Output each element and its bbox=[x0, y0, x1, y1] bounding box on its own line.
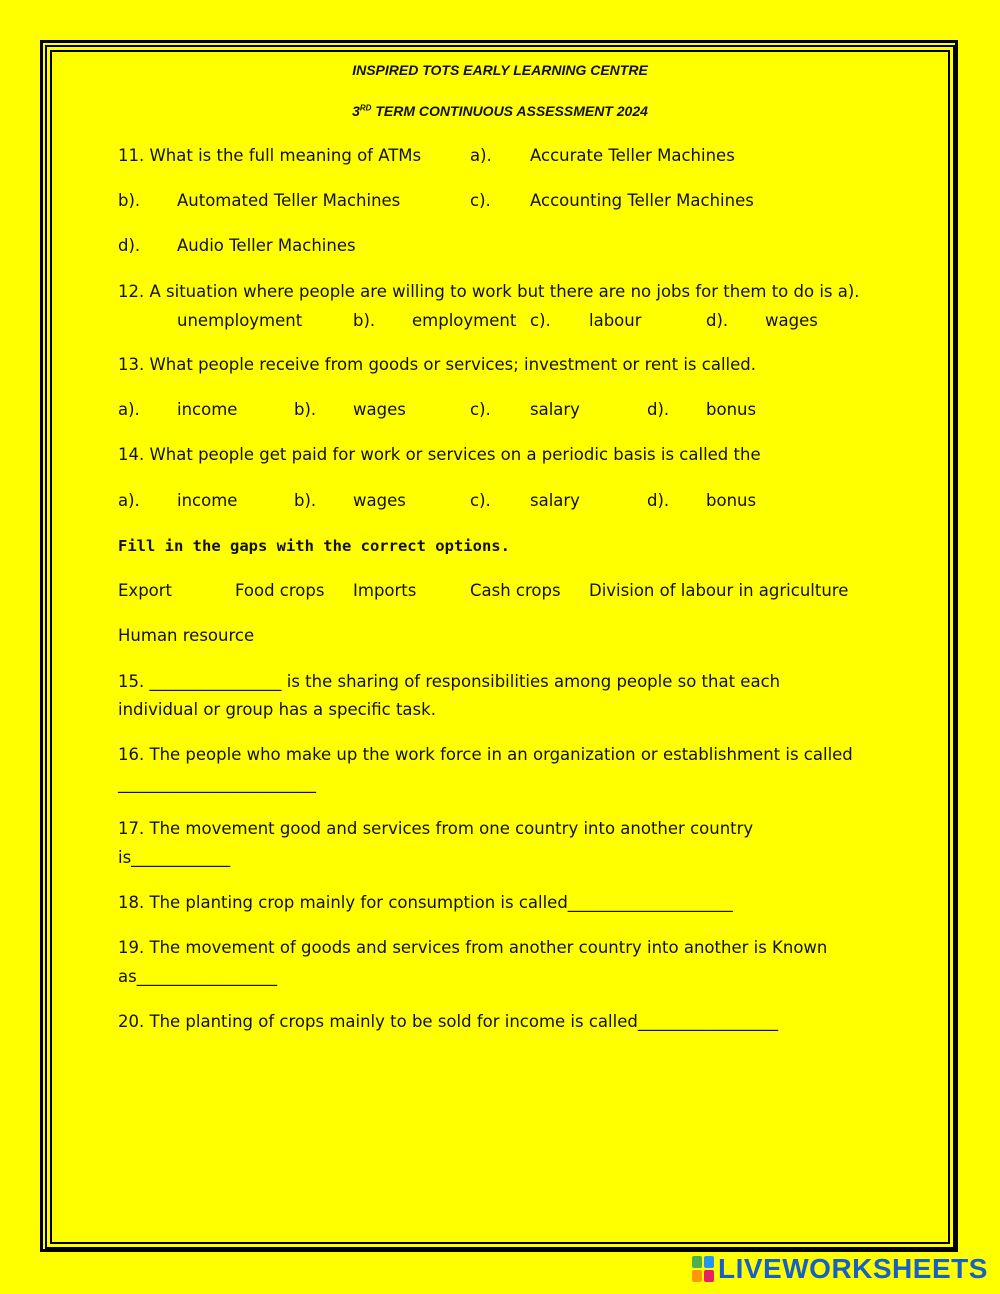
q14-option-c-label: c). bbox=[470, 491, 491, 510]
q14-option-b[interactable]: wages bbox=[353, 491, 406, 510]
q13-option-b-label: b). bbox=[294, 400, 317, 419]
q13-option-c[interactable]: salary bbox=[530, 400, 580, 419]
question-18[interactable]: 18. The planting crop mainly for consumption is called____________________ bbox=[118, 893, 733, 912]
q12-option-c-label: c). bbox=[530, 311, 551, 330]
question-15-line1: 15. ________________ is the sharing of responsibilities among people so that each bbox=[118, 672, 781, 691]
q13-option-d-label: d). bbox=[647, 400, 670, 419]
q11-option-a[interactable]: Accurate Teller Machines bbox=[530, 146, 735, 165]
q11-option-b-label: b). bbox=[118, 191, 141, 210]
question-12: 12. A situation where people are willing to work but there are no jobs for them to do is a). bbox=[118, 282, 860, 301]
fill-instruction: Fill in the gaps with the correct options. bbox=[118, 537, 510, 555]
q11-option-b[interactable]: Automated Teller Machines bbox=[177, 191, 401, 210]
q14-option-b-label: b). bbox=[294, 491, 317, 510]
q11-option-c[interactable]: Accounting Teller Machines bbox=[530, 191, 754, 210]
option-cash-crops[interactable]: Cash crops bbox=[470, 581, 561, 600]
q13-option-a[interactable]: income bbox=[177, 400, 238, 419]
q13-option-a-label: a). bbox=[118, 400, 140, 419]
q13-option-d[interactable]: bonus bbox=[706, 400, 757, 419]
q11-option-d[interactable]: Audio Teller Machines bbox=[177, 236, 356, 255]
question-13: 13. What people receive from goods or services; investment or rent is called. bbox=[118, 355, 756, 374]
q11-option-c-label: c). bbox=[470, 191, 491, 210]
q14-option-d[interactable]: bonus bbox=[706, 491, 757, 510]
assessment-title: 3RD TERM CONTINUOUS ASSESSMENT 2024 bbox=[352, 103, 648, 119]
liveworksheets-text: LIVEWORKSHEETS bbox=[718, 1253, 988, 1284]
question-20[interactable]: 20. The planting of crops mainly to be sold for income is called_________________ bbox=[118, 1012, 779, 1031]
option-food-crops[interactable]: Food crops bbox=[235, 581, 325, 600]
question-17-line2[interactable]: is____________ bbox=[118, 848, 231, 867]
q14-option-c[interactable]: salary bbox=[530, 491, 580, 510]
q12-option-b[interactable]: employment bbox=[412, 311, 517, 330]
question-11: 11. What is the full meaning of ATMs bbox=[118, 146, 422, 165]
liveworksheets-logo bbox=[692, 1254, 988, 1284]
option-human-resource[interactable]: Human resource bbox=[118, 626, 255, 645]
question-16-line1: 16. The people who make up the work force in an organization or establishment is called bbox=[118, 745, 853, 764]
q11-option-d-label: d). bbox=[118, 236, 141, 255]
q11-option-a-label: a). bbox=[470, 146, 492, 165]
liveworksheets-mark-icon bbox=[692, 1256, 714, 1282]
q12-option-d-label: d). bbox=[706, 311, 729, 330]
q14-option-a-label: a). bbox=[118, 491, 140, 510]
question-14: 14. What people get paid for work or services on a periodic basis is called the bbox=[118, 445, 761, 464]
q12-option-a[interactable]: unemployment bbox=[177, 311, 303, 330]
question-16-blank[interactable]: ________________________ bbox=[118, 774, 316, 793]
option-division-of-labour[interactable]: Division of labour in agriculture bbox=[589, 581, 849, 600]
option-export[interactable]: Export bbox=[118, 581, 173, 600]
q14-option-d-label: d). bbox=[647, 491, 670, 510]
q12-option-c[interactable]: labour bbox=[589, 311, 642, 330]
inner-border bbox=[50, 50, 950, 1244]
question-19-line1: 19. The movement of goods and services from another country into another is Known bbox=[118, 938, 828, 957]
q12-option-b-label: b). bbox=[353, 311, 376, 330]
question-19-line2[interactable]: as_________________ bbox=[118, 967, 277, 986]
option-imports[interactable]: Imports bbox=[353, 581, 417, 600]
q13-option-c-label: c). bbox=[470, 400, 491, 419]
question-17-line1: 17. The movement good and services from one country into another country bbox=[118, 819, 754, 838]
question-15-line2: individual or group has a specific task. bbox=[118, 700, 436, 719]
q14-option-a[interactable]: income bbox=[177, 491, 238, 510]
school-title: INSPIRED TOTS EARLY LEARNING CENTRE bbox=[352, 62, 648, 78]
q13-option-b[interactable]: wages bbox=[353, 400, 406, 419]
q12-option-d[interactable]: wages bbox=[765, 311, 818, 330]
